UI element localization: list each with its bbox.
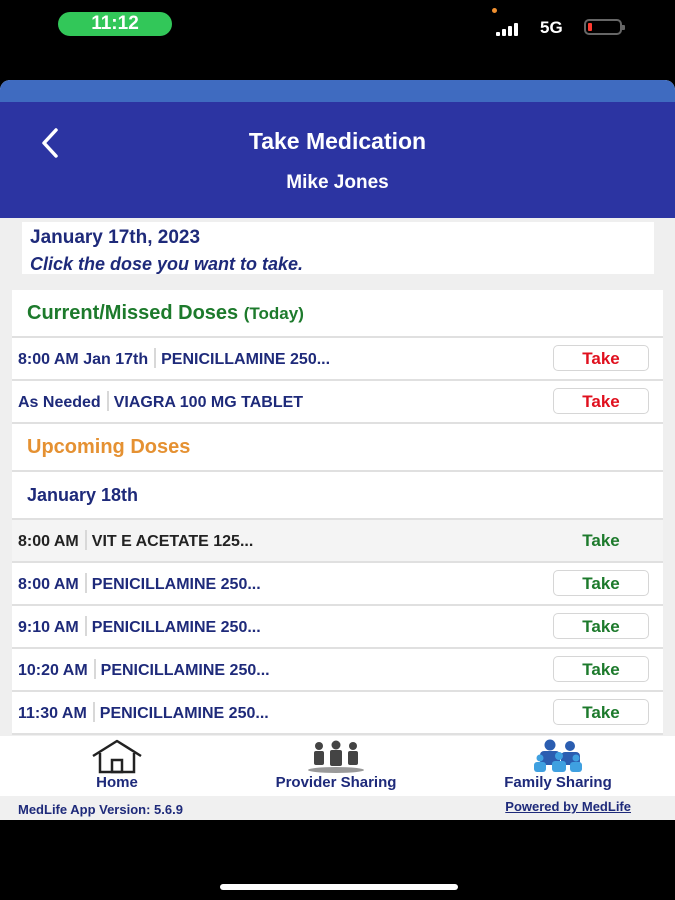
dose-time: 8:00 AM — [18, 576, 79, 594]
section-title: Current/Missed Doses — [27, 302, 239, 324]
dose-content[interactable] — [0, 218, 675, 736]
current-date: January 17th, 2023 — [30, 227, 201, 248]
tab-home[interactable] — [74, 738, 160, 791]
take-button[interactable]: Take — [553, 388, 649, 414]
dose-medication: PENICILLAMINE 250... — [91, 576, 261, 594]
take-button[interactable]: Take — [553, 345, 649, 371]
dose-medication: PENICILLAMINE 250... — [91, 619, 261, 637]
status-time: 11:12 — [58, 12, 172, 36]
dose-time: 9:10 AM — [18, 619, 79, 637]
home-indicator[interactable] — [220, 884, 458, 890]
tab-family-sharing[interactable] — [478, 738, 638, 791]
app-screen — [0, 80, 675, 820]
upcoming-day: January 18th — [27, 485, 139, 505]
upcoming-doses-header — [12, 424, 663, 472]
take-button[interactable]: Take — [553, 527, 649, 553]
header-stripe — [0, 80, 675, 102]
take-button[interactable]: Take — [553, 699, 649, 725]
dose-time: 10:20 AM — [18, 662, 88, 680]
dose-row[interactable] — [12, 692, 663, 735]
dose-row[interactable] — [12, 520, 663, 563]
date-box — [22, 222, 654, 274]
dose-time: 11:30 AM — [18, 705, 87, 723]
page-title: Take Medication — [248, 128, 427, 154]
section-suffix: (Today) — [243, 304, 304, 323]
home-icon — [87, 738, 147, 774]
dose-medication: VIAGRA 100 MG TABLET — [113, 394, 304, 412]
provider-sharing-icon — [304, 738, 368, 774]
dose-row[interactable] — [12, 563, 663, 606]
section-title: Upcoming Doses — [27, 436, 191, 458]
take-button[interactable]: Take — [553, 656, 649, 682]
tab-label: Provider Sharing — [275, 774, 397, 791]
dose-medication: VIT E ACETATE 125... — [91, 533, 254, 551]
dose-medication: PENICILLAMINE 250... — [100, 662, 270, 680]
dose-row[interactable] — [12, 338, 663, 381]
dose-row[interactable] — [12, 606, 663, 649]
dose-time: As Needed — [18, 394, 101, 412]
current-doses-header — [12, 290, 663, 338]
dose-time: 8:00 AM — [18, 533, 79, 551]
dose-list — [12, 290, 663, 735]
tab-label: Family Sharing — [504, 774, 612, 791]
family-sharing-icon — [526, 738, 590, 774]
network-label: 5G — [540, 18, 563, 37]
dose-row[interactable] — [12, 381, 663, 424]
tab-label: Home — [96, 774, 138, 791]
dose-medication: PENICILLAMINE 250... — [99, 705, 269, 723]
patient-name: Mike Jones — [286, 172, 389, 193]
signal-icon — [496, 22, 520, 36]
footer — [0, 796, 675, 820]
tab-provider-sharing[interactable] — [246, 738, 426, 791]
tab-bar — [10, 736, 665, 796]
powered-by-link[interactable]: Powered by MedLife — [505, 799, 631, 814]
app-version: MedLife App Version: 5.6.9 — [18, 802, 183, 817]
dose-row[interactable] — [12, 649, 663, 692]
instruction-text: Click the dose you want to take. — [30, 254, 304, 274]
dose-medication: PENICILLAMINE 250... — [161, 351, 331, 369]
dose-time: 8:00 AM Jan 17th — [18, 351, 149, 369]
take-button[interactable]: Take — [553, 613, 649, 639]
battery-icon — [584, 19, 622, 35]
privacy-indicator-dot — [492, 8, 497, 13]
take-button[interactable]: Take — [553, 570, 649, 596]
upcoming-day-header — [12, 472, 663, 520]
header — [0, 102, 675, 218]
